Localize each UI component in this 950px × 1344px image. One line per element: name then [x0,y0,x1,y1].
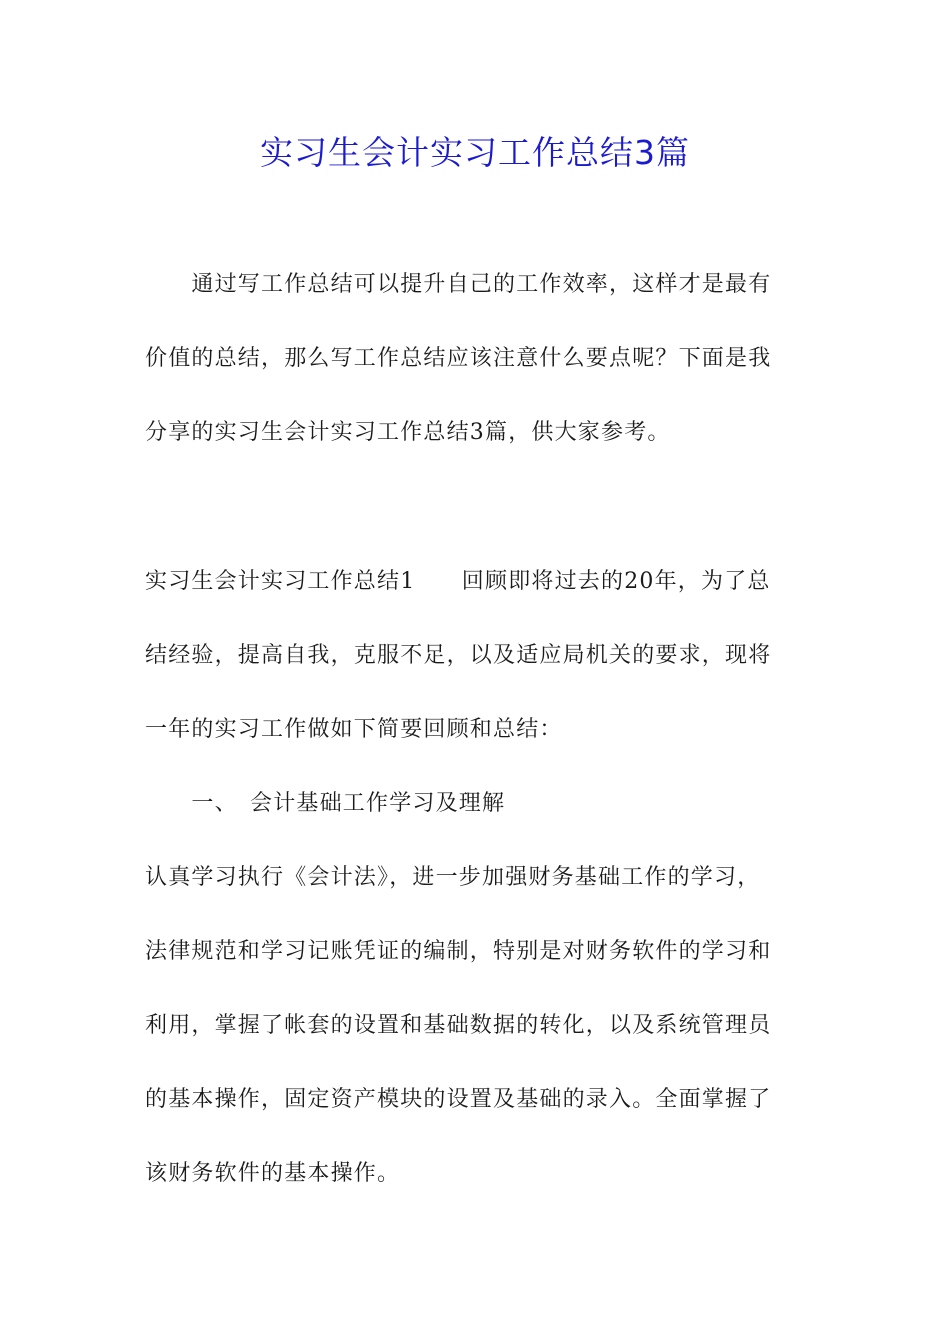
body-line-2: 法律规范和学习记账凭证的编制，特别是对财务软件的学习和 [145,939,772,964]
intro-line-1: 通过写工作总结可以提升自己的工作效率，这样才是最有 [145,272,772,297]
section-1-line-1: 实习生会计实习工作总结1 回顾即将过去的20年，为了总 [145,569,771,594]
document-title: 实习生会计实习工作总结3篇 [260,133,690,172]
intro-line-2: 价值的总结，那么写工作总结应该注意什么要点呢？下面是我 [145,346,772,371]
section-1-line-3: 一年的实习工作做如下简要回顾和总结： [145,717,563,742]
body-line-5: 该财务软件的基本操作。 [145,1161,401,1186]
section-1-line-2: 结经验，提高自我，克服不足，以及适应局机关的要求，现将 [145,643,772,668]
intro-line-3: 分享的实习生会计实习工作总结3篇，供大家参考。 [145,420,671,445]
subheading-accounting-basics: 一、 会计基础工作学习及理解 [145,791,506,816]
body-line-1: 认真学习执行《会计法》，进一步加强财务基础工作的学习， [145,865,761,890]
body-line-3: 利用，掌握了帐套的设置和基础数据的转化，以及系统管理员 [145,1013,772,1038]
body-line-4: 的基本操作，固定资产模块的设置及基础的录入。全面掌握了 [145,1087,772,1112]
